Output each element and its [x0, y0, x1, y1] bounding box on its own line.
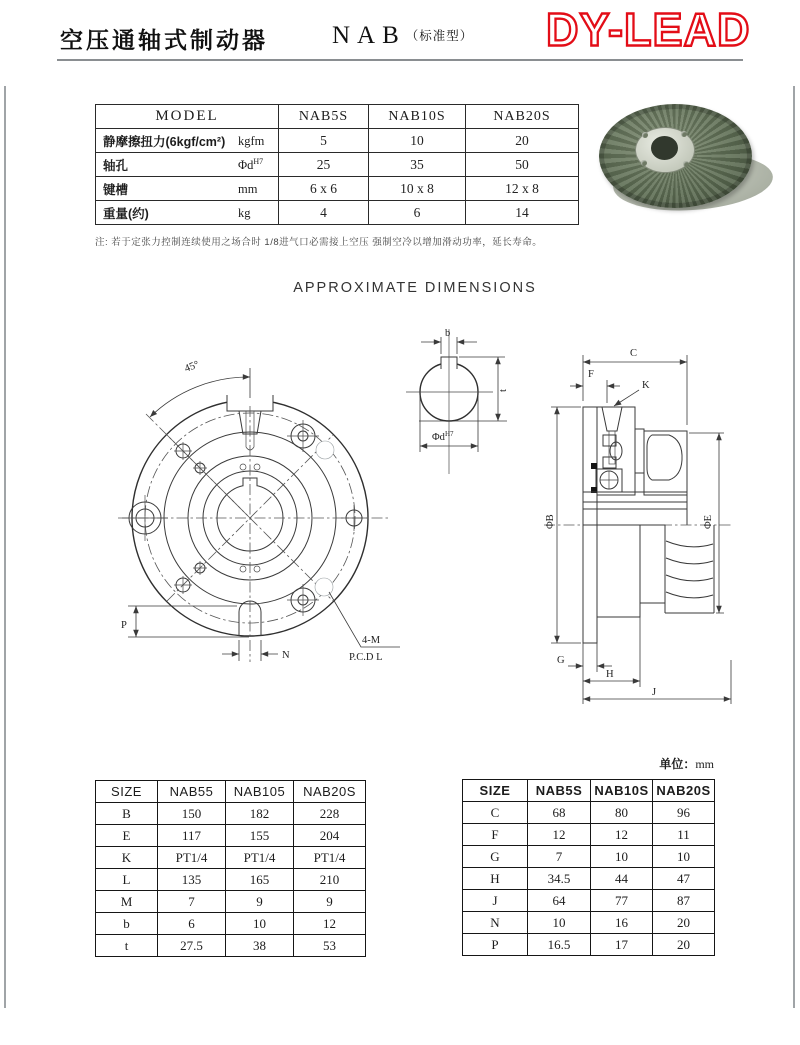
table-row [463, 868, 715, 890]
table-row [463, 934, 715, 956]
table-cell: 9 [294, 891, 366, 913]
spec-value: 12 x 8 [466, 177, 579, 201]
table-cell: P [463, 934, 528, 956]
spec-unit: mm [238, 182, 258, 197]
spec-label: 静摩擦扭力(6kgf/cm²) [103, 135, 226, 149]
table-cell: PT1/4 [226, 847, 294, 869]
table-cell: 9 [226, 891, 294, 913]
table-cell: M [96, 891, 158, 913]
table-cell: 10 [591, 846, 653, 868]
table-cell: K [96, 847, 158, 869]
spec-value: 20 [466, 129, 579, 153]
table-cell: 7 [158, 891, 226, 913]
col-header: NAB20S [294, 781, 366, 803]
page-title: 空压通轴式制动器 [60, 27, 268, 53]
table-cell: 20 [653, 934, 715, 956]
table-cell: 12 [591, 824, 653, 846]
table-cell: C [463, 802, 528, 824]
table-cell: 155 [226, 825, 294, 847]
table-cell: G [463, 846, 528, 868]
table-cell: N [463, 912, 528, 934]
dim-label-p: P [121, 620, 127, 631]
col-header: NAB20S [653, 780, 715, 802]
unit-caption-prefix: 单位： [659, 757, 696, 771]
table-cell: 135 [158, 869, 226, 891]
table-row [463, 912, 715, 934]
table-row [96, 935, 366, 957]
col-header: NAB5S [528, 780, 591, 802]
spec-row-bore: 轴孔 $\Phi d^{H7}$ 25 35 50 [96, 153, 579, 177]
table-cell: 6 [158, 913, 226, 935]
unit-caption [560, 755, 714, 772]
spec-value: 4 [279, 201, 369, 225]
table-cell: 204 [294, 825, 366, 847]
table-cell: 68 [528, 802, 591, 824]
usage-note: 注: 若于定张力控制连续使用之场合时 1/8进气口必需接上空压 强制空冷以增加滑动功率，延长寿命。 [95, 237, 543, 248]
col-header: NAB105 [226, 781, 294, 803]
table-cell: 64 [528, 890, 591, 912]
table-cell: 210 [294, 869, 366, 891]
spec-header-nab10s: NAB10S [369, 105, 466, 129]
table-cell: 117 [158, 825, 226, 847]
table-cell: 228 [294, 803, 366, 825]
table-cell: PT1/4 [294, 847, 366, 869]
spec-label: 重量(约) [103, 207, 149, 221]
table-cell: 87 [653, 890, 715, 912]
spec-value: 6 x 6 [279, 177, 369, 201]
spec-unit: kgfm [238, 134, 265, 149]
callout-pcd: P.C.D L [349, 652, 383, 663]
table-cell: L [96, 869, 158, 891]
dim-label-b: b [445, 328, 451, 339]
table-cell: 182 [226, 803, 294, 825]
table-row [463, 890, 715, 912]
table-cell: 38 [226, 935, 294, 957]
dim-label-phib: ΦB [545, 514, 556, 529]
table-cell: F [463, 824, 528, 846]
dimension-table-left [95, 780, 366, 957]
table-cell: 10 [226, 913, 294, 935]
table-cell: 44 [591, 868, 653, 890]
dim-label-h: H [606, 669, 614, 680]
spec-label: 键槽 [103, 183, 129, 197]
model-code: NAB [332, 22, 406, 49]
table-row [463, 802, 715, 824]
table-row [96, 869, 366, 891]
spec-header-nab5s: NAB5S [279, 105, 369, 129]
table-cell: 7 [528, 846, 591, 868]
col-header: NAB10S [591, 780, 653, 802]
spec-label: 轴孔 [103, 159, 129, 173]
table-cell: t [96, 935, 158, 957]
dim-label-n: N [282, 650, 290, 661]
table-cell: 53 [294, 935, 366, 957]
table-row [96, 825, 366, 847]
side-section-view [544, 348, 732, 704]
col-header: SIZE [463, 780, 528, 802]
table-header-row [96, 781, 366, 803]
spec-value: 10 x 8 [369, 177, 466, 201]
table-cell: 17 [591, 934, 653, 956]
col-header: NAB55 [158, 781, 226, 803]
dim-label-g: G [557, 655, 565, 666]
unit-caption-unit: mm [695, 757, 714, 771]
table-cell: B [96, 803, 158, 825]
front-view [118, 359, 400, 663]
dim-label-phie: ΦE [703, 514, 714, 529]
spec-value: 5 [279, 129, 369, 153]
table-cell: 12 [528, 824, 591, 846]
dim-label-t: t [498, 389, 509, 392]
table-row [463, 846, 715, 868]
spec-value: 10 [369, 129, 466, 153]
table-cell: 16 [591, 912, 653, 934]
spec-value: 25 [279, 153, 369, 177]
spec-unit: kg [238, 206, 251, 221]
dim-label-phid: $\Phi d^{H7}$ [432, 430, 454, 443]
table-row [96, 891, 366, 913]
table-row [96, 913, 366, 935]
bore-detail-view [406, 328, 509, 474]
table-row [96, 803, 366, 825]
callout-4m: 4-M [362, 635, 381, 646]
table-row [96, 847, 366, 869]
table-cell: 77 [591, 890, 653, 912]
table-cell: 96 [653, 802, 715, 824]
table-cell: 12 [294, 913, 366, 935]
spec-value: 14 [466, 201, 579, 225]
col-header: SIZE [96, 781, 158, 803]
table-cell: 16.5 [528, 934, 591, 956]
table-header-row [463, 780, 715, 802]
table-cell: 27.5 [158, 935, 226, 957]
table-cell: 165 [226, 869, 294, 891]
dim-label-c: C [630, 348, 638, 359]
dim-label-j: J [652, 687, 657, 698]
model-note: （标准型） [405, 29, 474, 43]
spec-value: 35 [369, 153, 466, 177]
table-cell: H [463, 868, 528, 890]
table-cell: 34.5 [528, 868, 591, 890]
dimension-table-right [462, 779, 715, 956]
dim-label-k: K [642, 380, 650, 391]
dim-label-f: F [588, 369, 594, 380]
table-cell: 47 [653, 868, 715, 890]
spec-unit: Φd [238, 158, 254, 173]
table-cell: 80 [591, 802, 653, 824]
spec-header-model: MODEL [96, 105, 279, 129]
table-cell: 10 [653, 846, 715, 868]
spec-value: 50 [466, 153, 579, 177]
spec-header-nab20s: NAB20S [466, 105, 579, 129]
table-cell: E [96, 825, 158, 847]
table-cell: b [96, 913, 158, 935]
table-cell: 11 [653, 824, 715, 846]
table-cell: 150 [158, 803, 226, 825]
table-cell: PT1/4 [158, 847, 226, 869]
spec-value: 6 [369, 201, 466, 225]
brand-logo: DY-LEAD [546, 2, 751, 57]
table-cell: J [463, 890, 528, 912]
dim-label-45deg: 45° [183, 359, 201, 375]
section-title: APPROXIMATE DIMENSIONS [293, 280, 537, 296]
table-row [463, 824, 715, 846]
table-cell: 20 [653, 912, 715, 934]
table-cell: 10 [528, 912, 591, 934]
